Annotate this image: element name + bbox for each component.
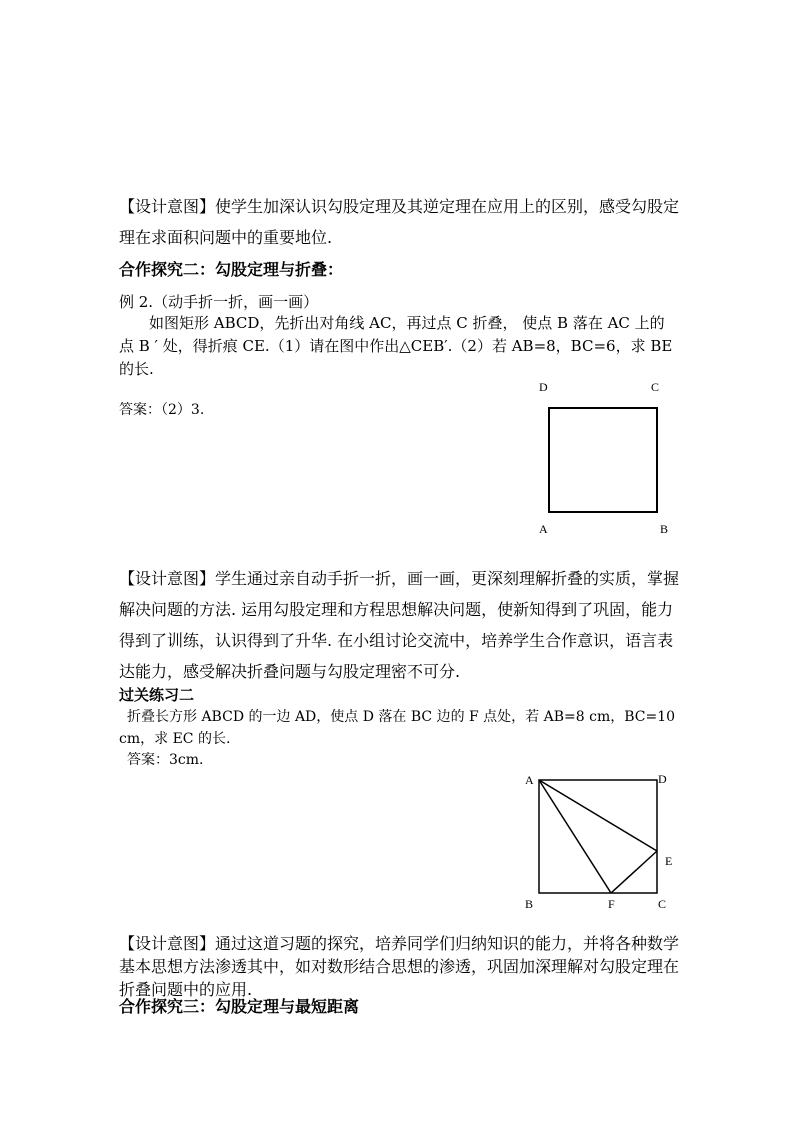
design-intent-1: 【设计意图】使学生加深认识勾股定理及其逆定理在应用上的区别，感受勾股定理在求面积问题中的重要地位. [119, 197, 680, 247]
label-d-2: D [658, 772, 667, 786]
label-a: A [539, 522, 548, 536]
example-2-body: 如图矩形 ABCD，先折出对角线 AC，再过点 C 折叠， 使点 B 落在 AC 上的点 B ′ 处，得折痕 CE.（1）请在图中作出△CEB′.（2）若 AB=8，BC=6，求 BE 的长. [119, 314, 673, 378]
segment-af [539, 780, 611, 893]
design-intent-3: 【设计意图】通过这道习题的探究，培养同学们归纳知识的能力，并将各种数学基本思想方法渗透其中，如对数形结合思想的渗透，巩固加深理解对勾股定理在折叠问题中的应用. [119, 934, 680, 999]
rectangle-figure-1 [530, 375, 680, 540]
rectangle-abcd-2 [539, 780, 657, 893]
example-2-title: 例 2.（动手折一折，画一画） [119, 293, 319, 311]
label-d: D [539, 380, 548, 394]
section-heading-2: 合作探究二：勾股定理与折叠： [119, 260, 344, 279]
fold-figure-2 [520, 770, 680, 915]
label-f: F [608, 897, 615, 911]
label-b: B [660, 522, 669, 536]
section-heading-3: 合作探究三：勾股定理与最短距离 [119, 997, 360, 1016]
example-2-answer: 答案：（2）3. [119, 402, 205, 418]
segment-fe [611, 851, 657, 893]
practice-answer: 答案：3cm. [127, 752, 204, 768]
rectangle-abcd [549, 408, 657, 512]
label-e: E [665, 854, 673, 868]
practice-body: 折叠长方形 ABCD 的一边 AD，使点 D 落在 BC 边的 F 点处，若 AB=8 cm，BC=10 cm，求 EC 的长. [119, 709, 676, 747]
segment-ae [539, 780, 657, 851]
label-a-2: A [525, 773, 534, 787]
label-c: C [651, 380, 660, 394]
design-intent-2: 【设计意图】学生通过亲自动手折一折，画一画，更深刻理解折叠的实质，掌握解决问题的方法. 运用勾股定理和方程思想解决问题，使新知得到了巩固，能力得到了训练，认识得到了升华. 在小组讨论交流中，培养学生合作意识，语言表达能力，感受解决折叠问题与勾股定理密不可分. [119, 569, 680, 681]
practice-heading-2: 过关练习二 [119, 686, 195, 704]
label-c-2: C [658, 897, 667, 911]
label-b-2: B [525, 897, 534, 911]
